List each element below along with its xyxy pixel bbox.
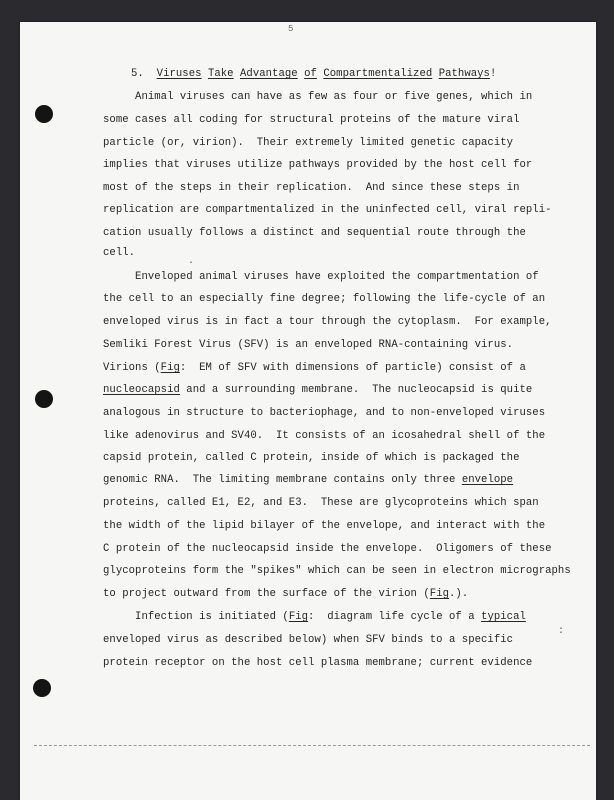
text-line: the width of the lipid bilayer of the envelope, and interact with the	[103, 520, 546, 532]
fig-reference: Fig	[429, 588, 450, 600]
page-mark: 5	[288, 24, 294, 34]
text-line: most of the steps in their replication. And since these steps in	[103, 182, 520, 194]
heading-word: Compartmentalized	[323, 68, 433, 80]
text-line: enveloped virus as described below) when SFV binds to a specific	[103, 634, 514, 646]
footer-rule	[34, 745, 590, 746]
text-line: proteins, called E1, E2, and E3. These are glycoproteins which span	[103, 497, 539, 509]
text-line: Infection is initiated (Fig: diagram life cycle of a typical	[103, 611, 526, 623]
fig-reference: Fig	[288, 611, 309, 623]
text-line: glycoproteins form the "spikes" which can be seen in electron micrographs	[103, 565, 571, 577]
text-line: some cases all coding for structural proteins of the mature viral	[103, 114, 520, 126]
text-line: Animal viruses can have as few as four or five genes, which in	[103, 91, 533, 103]
text-line: C protein of the nucleocapsid inside the envelope. Oligomers of these	[103, 543, 552, 555]
text-line: Enveloped animal viruses have exploited the compartmentation of	[103, 271, 539, 283]
heading-word: Take	[207, 68, 234, 80]
heading-number: 5.	[131, 68, 144, 80]
fig-reference: Fig	[160, 362, 180, 374]
text-line: cell.	[103, 247, 136, 259]
text-line: Semliki Forest Virus (SFV) is an enveloped RNA-containing virus.	[103, 339, 514, 351]
text-line: analogous in structure to bacteriophage, and to non-enveloped viruses	[103, 407, 546, 419]
heading-word: Viruses	[156, 68, 202, 80]
text-line: protein receptor on the host cell plasma membrane; current evidence	[103, 657, 533, 669]
heading-word: Advantage	[240, 68, 298, 80]
heading-word: Pathways	[438, 68, 490, 80]
text-line: genomic RNA. The limiting membrane contains only three envelope	[103, 474, 514, 486]
text-line: like adenovirus and SV40. It consists of an icosahedral shell of the	[103, 430, 546, 442]
underlined-term: nucleocapsid	[103, 384, 180, 396]
text-line: particle (or, virion). Their extremely limited genetic capacity	[103, 137, 514, 149]
text-line: enveloped virus is in fact a tour through the cytoplasm. For example,	[103, 316, 552, 328]
binder-hole	[35, 105, 53, 123]
text-line: capsid protein, called C protein, inside of which is packaged the	[103, 452, 520, 464]
text-line: Virions (Fig: EM of SFV with dimensions of particle) consist of a	[103, 362, 526, 374]
section-heading	[131, 68, 496, 80]
heading-end: !	[489, 68, 497, 80]
text-line: cation usually follows a distinct and sequential route through the	[103, 227, 526, 239]
binder-hole	[35, 390, 53, 408]
underlined-term: envelope	[461, 474, 514, 486]
text-line: replication are compartmentalized in the uninfected cell, viral repli-	[103, 204, 552, 216]
text-line: to project outward from the surface of the virion (Fig.).	[103, 588, 469, 600]
scan-speck: :	[558, 626, 565, 637]
text-line: the cell to an especially fine degree; following the life-cycle of an	[103, 293, 546, 305]
scan-speck: ·	[188, 258, 195, 269]
text-line: implies that viruses utilize pathways provided by the host cell for	[103, 159, 533, 171]
text-line: nucleocapsid and a surrounding membrane. The nucleocapsid is quite	[103, 384, 533, 396]
heading-word: of	[304, 68, 317, 80]
underlined-term: typical	[481, 611, 526, 623]
binder-hole	[33, 679, 51, 697]
document-page	[20, 22, 596, 800]
